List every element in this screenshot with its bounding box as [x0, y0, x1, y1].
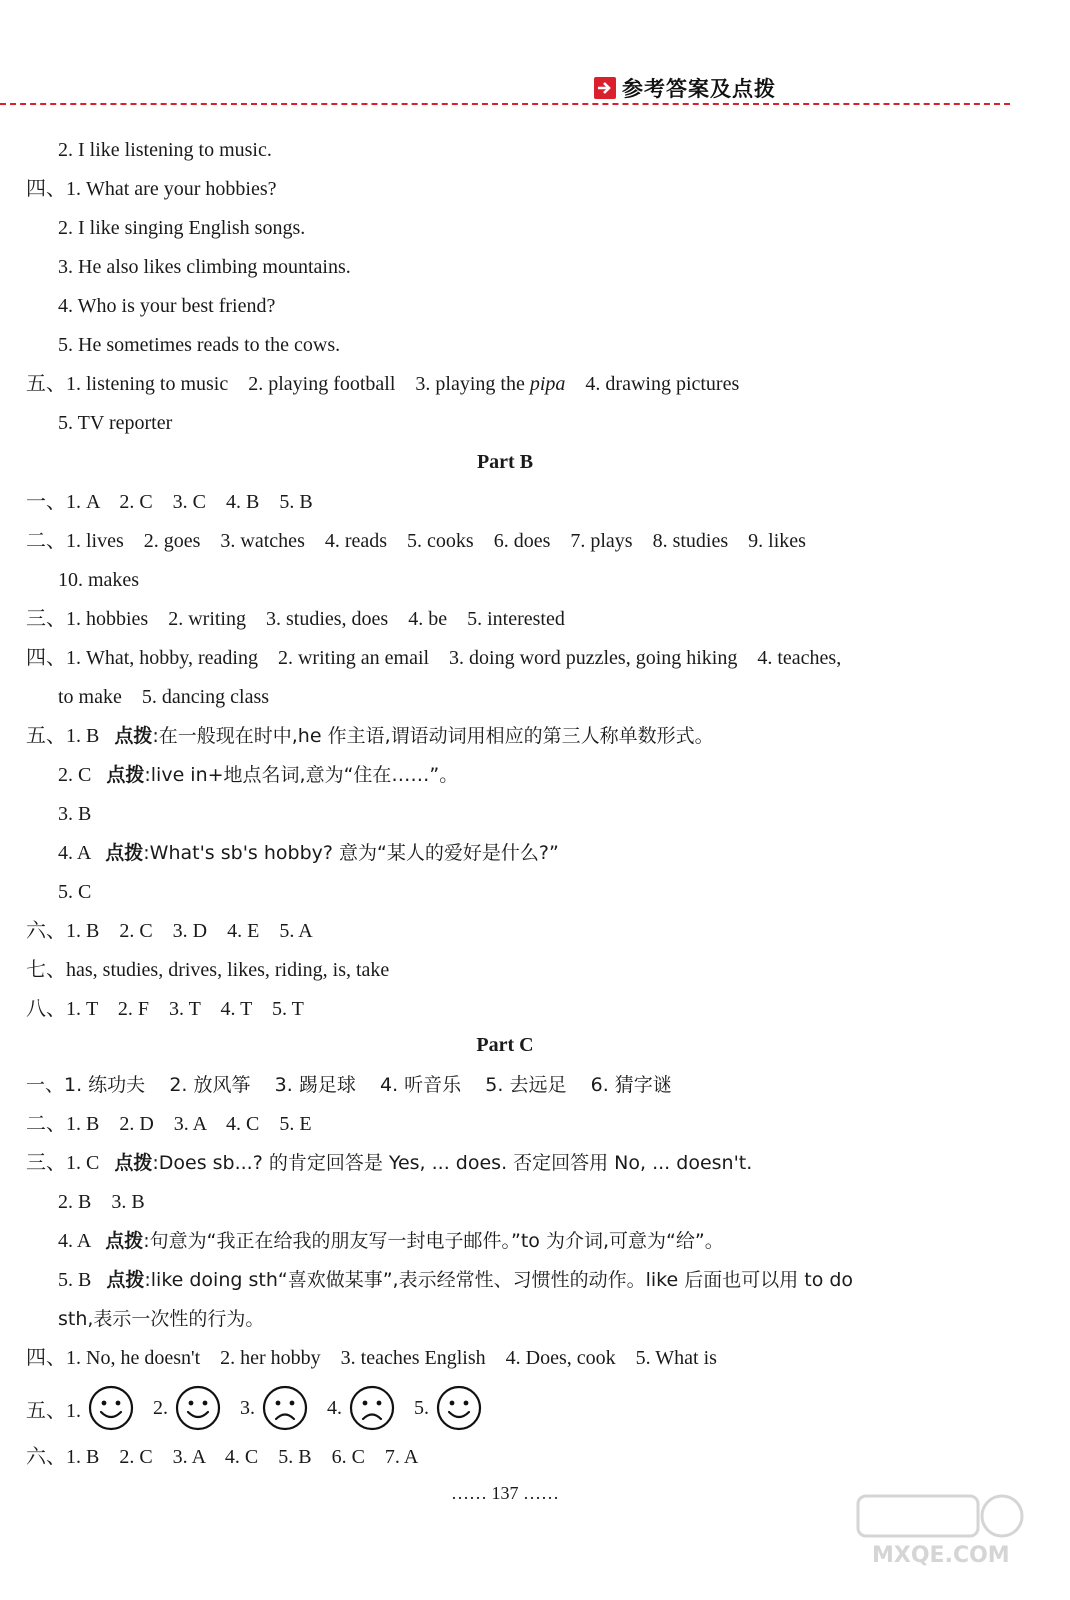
face-item — [327, 1384, 396, 1432]
answer-line: 八、1. T 2. F 3. T 4. T 5. T — [26, 998, 304, 1020]
sad-face-icon — [348, 1384, 396, 1432]
arrow-right-icon — [594, 77, 616, 99]
answer-line: 3. He also likes climbing mountains. — [58, 256, 351, 278]
answer-line: 4. A 点拨:What's sb's hobby? 意为“某人的爱好是什么?” — [58, 842, 559, 864]
answer-line: 六、1. B 2. C 3. D 4. E 5. A — [26, 920, 313, 942]
face-label: 5. — [414, 1396, 429, 1419]
page-number: …… 137 …… — [451, 1483, 559, 1503]
answer-line: to make 5. dancing class — [58, 686, 270, 708]
section-heading-part-c: Part C — [476, 1034, 534, 1056]
answer-line: 四、1. No, he doesn't 2. her hobby 3. teaches English 4. Does, cook 5. What is — [26, 1347, 717, 1369]
answer-line: 4. A 点拨:句意为“我正在给我的朋友写一封电子邮件。”to 为介词,可意为“给”。 — [58, 1230, 724, 1252]
face-label: 4. — [327, 1396, 342, 1419]
page-header — [594, 70, 776, 106]
answer-line: 二、1. B 2. D 3. A 4. C 5. E — [26, 1113, 312, 1135]
answer-line: 5. C — [58, 881, 92, 903]
face-label: 3. — [240, 1396, 255, 1419]
face-item — [153, 1384, 222, 1432]
answer-line: 四、1. What are your hobbies? — [26, 178, 277, 200]
smiley-face-icon — [174, 1384, 222, 1432]
watermark-logo — [852, 1490, 1032, 1570]
answer-line: 三、1. C 点拨:Does sb...? 的肯定回答是 Yes, ... does. 否定回答用 No, ... doesn't. — [26, 1152, 753, 1174]
smiley-face-icon — [435, 1384, 483, 1432]
answer-line: 2. I like singing English songs. — [58, 217, 306, 239]
face-item — [81, 1384, 135, 1432]
sad-face-icon — [261, 1384, 309, 1432]
answer-line: 4. Who is your best friend? — [58, 295, 276, 317]
face-label: 2. — [153, 1396, 168, 1419]
answer-line: 三、1. hobbies 2. writing 3. studies, does 4. be 5. interested — [26, 608, 565, 630]
face-item — [414, 1384, 483, 1432]
answer-line: 5. He sometimes reads to the cows. — [58, 334, 341, 356]
answer-line: 10. makes — [58, 569, 140, 591]
answer-line: 2. B 3. B — [58, 1191, 145, 1213]
faces-row-label: 五、1. — [26, 1399, 81, 1422]
answer-line: 一、1. A 2. C 3. C 4. B 5. B — [26, 491, 313, 513]
face-item — [240, 1384, 309, 1432]
answer-line: 一、1. 练功夫 2. 放风筝 3. 踢足球 4. 听音乐 5. 去远足 6. 猜字谜 — [26, 1074, 672, 1096]
svg-text:MXQE.COM: MXQE.COM — [872, 1543, 1010, 1568]
answer-line: 5. B 点拨:like doing sth“喜欢做某事”,表示经常性、习惯性的动作。like 后面也可以用 to do — [58, 1269, 854, 1291]
answer-line: 二、1. lives 2. goes 3. watches 4. reads 5. cooks 6. does 7. plays 8. studies 9. likes — [26, 530, 806, 552]
header-divider — [0, 103, 1010, 105]
answer-line: 五、1. B 点拨:在一般现在时中,he 作主语,谓语动词用相应的第三人称单数形式。 — [26, 725, 714, 747]
section-heading-part-b: Part B — [476, 451, 534, 473]
smiley-face-icon — [87, 1384, 135, 1432]
faces-answer-row — [26, 1383, 501, 1433]
header-title: 参考答案及点拨 — [622, 77, 776, 101]
answer-line: 2. C 点拨:live in+地点名词,意为“住在……”。 — [58, 764, 459, 786]
answer-line: 六、1. B 2. C 3. A 4. C 5. B 6. C 7. A — [26, 1446, 419, 1468]
answer-line: 5. TV reporter — [58, 412, 173, 434]
answer-line: 五、1. listening to music 2. playing football 3. playing the pipa 4. drawing pictures — [26, 373, 740, 395]
answer-line: 四、1. What, hobby, reading 2. writing an email 3. doing word puzzles, going hiking 4. teaches, — [26, 647, 842, 669]
answer-line: 3. B — [58, 803, 92, 825]
answer-line: 2. I like listening to music. — [58, 139, 272, 161]
answer-line: sth,表示一次性的行为。 — [58, 1308, 265, 1330]
answer-line: 七、has, studies, drives, likes, riding, is, take — [26, 959, 390, 981]
